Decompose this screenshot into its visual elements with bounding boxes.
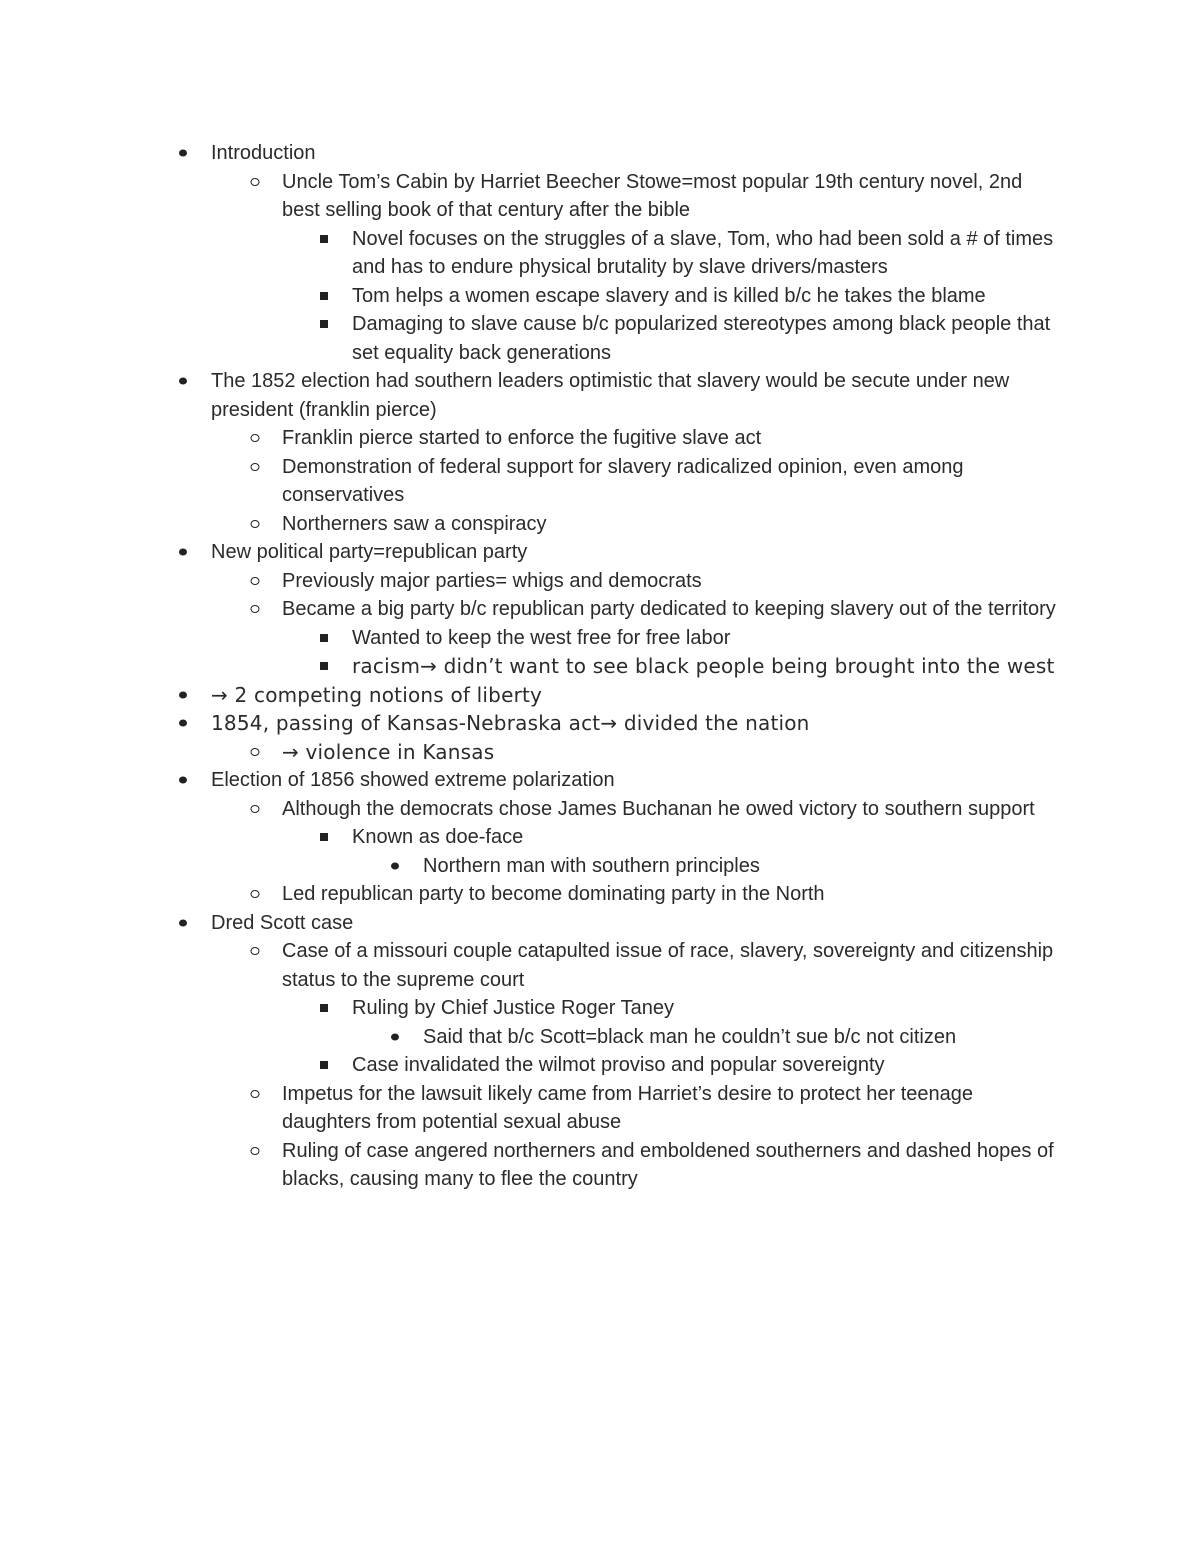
square-bullet-icon — [320, 662, 328, 670]
outline-item-level-0 — [0, 681, 1061, 710]
outline-item-text: → 2 competing notions of liberty — [211, 682, 543, 707]
outline-item-text: Impetus for the lawsuit likely came from Harriet’s desire to protect her teenage daughters from potential sexual abuse — [282, 1082, 974, 1133]
square-bullet-icon — [320, 320, 328, 328]
circle-bullet-icon — [251, 463, 260, 471]
outline-item-level-3 — [0, 852, 1063, 881]
disc-bullet-icon — [179, 777, 187, 784]
outline-item-level-1 — [0, 567, 1062, 596]
outline-item-text: Case of a missouri couple catapulted issue of race, slavery, sovereignty and citizenship status to the supreme court — [282, 940, 1054, 991]
outline-item-text: New political party=republican party — [211, 541, 528, 563]
outline-item-level-1 — [0, 1080, 1062, 1137]
circle-bullet-icon — [251, 748, 260, 756]
square-bullet-icon — [320, 833, 328, 841]
outline-item-level-1 — [0, 595, 1062, 624]
disc-bullet-icon — [179, 720, 187, 727]
outline-item-level-3 — [0, 1023, 1063, 1052]
outline-item-level-2 — [0, 624, 1062, 653]
outline-item-text: Uncle Tom’s Cabin by Harriet Beecher Stowe=most popular 19th century novel, 2nd best selling book of that century after the bible — [282, 170, 1023, 221]
outline-item-level-1 — [0, 1137, 1062, 1194]
circle-bullet-icon — [251, 605, 260, 613]
outline-item-text: Dred Scott case — [211, 911, 354, 934]
outline-item-text: Ruling of case angered northerners and emboldened southerners and dashed hopes of blacks, causing many to flee the country — [282, 1139, 1054, 1190]
outline-item-level-1 — [0, 424, 1062, 453]
outline-item-text: Franklin pierce started to enforce the fugitive slave act — [282, 427, 762, 449]
outline-item-level-2 — [0, 310, 1062, 367]
outline-item-level-0 — [0, 538, 1061, 567]
outline-item-text: racism→ didn’t want to see black people being brought into the west — [352, 654, 1055, 678]
disc-bullet-icon — [179, 549, 187, 556]
outline-item-level-1 — [0, 880, 1062, 909]
outline-item-level-0 — [0, 909, 1061, 938]
outline-item-text: Tom helps a women escape slavery and is killed b/c he takes the blame — [352, 284, 986, 307]
outline-item-text: Case invalidated the wilmot proviso and popular sovereignty — [352, 1054, 885, 1076]
circle-bullet-icon — [251, 890, 260, 898]
disc-bullet-icon — [179, 919, 187, 926]
outline-item-level-1 — [0, 795, 1062, 824]
outline-item-text: Previously major parties= whigs and democrats — [282, 569, 702, 592]
outline-item-level-1 — [0, 453, 1062, 510]
outline-item-text: Northern man with southern principles — [423, 854, 760, 877]
outline-item-text: The 1852 election had southern leaders optimistic that slavery would be secute under new president (franklin pierce) — [211, 370, 1010, 421]
circle-bullet-icon — [251, 577, 260, 585]
square-bullet-icon — [320, 235, 328, 243]
circle-bullet-icon — [251, 947, 260, 955]
outline-item-level-0 — [0, 367, 1061, 424]
disc-bullet-icon — [179, 378, 187, 385]
outline-item-text: Said that b/c Scott=black man he couldn’t sue b/c not citizen — [423, 1025, 957, 1048]
circle-bullet-icon — [251, 178, 260, 186]
circle-bullet-icon — [251, 1147, 260, 1155]
disc-bullet-icon — [179, 691, 187, 698]
outline-item-text: Became a big party b/c republican party dedicated to keeping slavery out of the territory — [282, 598, 1056, 620]
outline-list — [0, 139, 1200, 1194]
outline-item-text: Damaging to slave cause b/c popularized stereotypes among black people that set equality back generations — [352, 313, 1051, 364]
square-bullet-icon — [320, 634, 328, 642]
outline-item-text: → violence in Kansas — [282, 739, 495, 764]
outline-item-text: Led republican party to become dominating party in the North — [282, 883, 825, 905]
outline-item-text: Ruling by Chief Justice Roger Taney — [352, 997, 675, 1019]
disc-bullet-icon — [391, 1033, 399, 1040]
outline-item-level-2 — [0, 1051, 1062, 1080]
outline-item-text: Introduction — [211, 142, 316, 164]
outline-item-level-2 — [0, 225, 1062, 282]
outline-item-level-0 — [0, 766, 1061, 795]
outline-item-text: Although the democrats chose James Buchanan he owed victory to southern support — [282, 797, 1035, 820]
outline-item-text: Known as doe-face — [352, 826, 524, 848]
square-bullet-icon — [320, 292, 328, 300]
notes-page — [0, 139, 1200, 1194]
disc-bullet-icon — [391, 862, 399, 869]
outline-item-level-2 — [0, 823, 1062, 852]
outline-item-text: Northerners saw a conspiracy — [282, 512, 547, 535]
outline-item-level-1 — [0, 937, 1062, 994]
circle-bullet-icon — [251, 434, 260, 442]
outline-item-level-2 — [0, 282, 1062, 311]
outline-item-level-1 — [0, 510, 1062, 539]
circle-bullet-icon — [251, 805, 260, 813]
square-bullet-icon — [320, 1004, 328, 1012]
outline-item-level-0 — [0, 139, 1061, 168]
outline-item-level-1 — [0, 168, 1062, 225]
outline-item-level-2 — [0, 994, 1062, 1023]
outline-item-level-0 — [0, 709, 1061, 738]
outline-item-text: Novel focuses on the struggles of a slave, Tom, who had been sold a # of times and has to endure physical brutality by slave drivers/masters — [352, 227, 1054, 278]
disc-bullet-icon — [179, 150, 187, 157]
circle-bullet-icon — [251, 1090, 260, 1098]
square-bullet-icon — [320, 1061, 328, 1069]
circle-bullet-icon — [251, 520, 260, 528]
outline-item-text: Demonstration of federal support for slavery radicalized opinion, even among conservatives — [282, 455, 964, 506]
outline-item-text: Wanted to keep the west free for free labor — [352, 626, 731, 649]
outline-item-level-2 — [0, 652, 1062, 681]
outline-item-text: Election of 1856 showed extreme polarization — [211, 769, 615, 791]
outline-item-level-1 — [0, 738, 1062, 767]
outline-item-text: 1854, passing of Kansas-Nebraska act→ divided the nation — [211, 711, 810, 735]
